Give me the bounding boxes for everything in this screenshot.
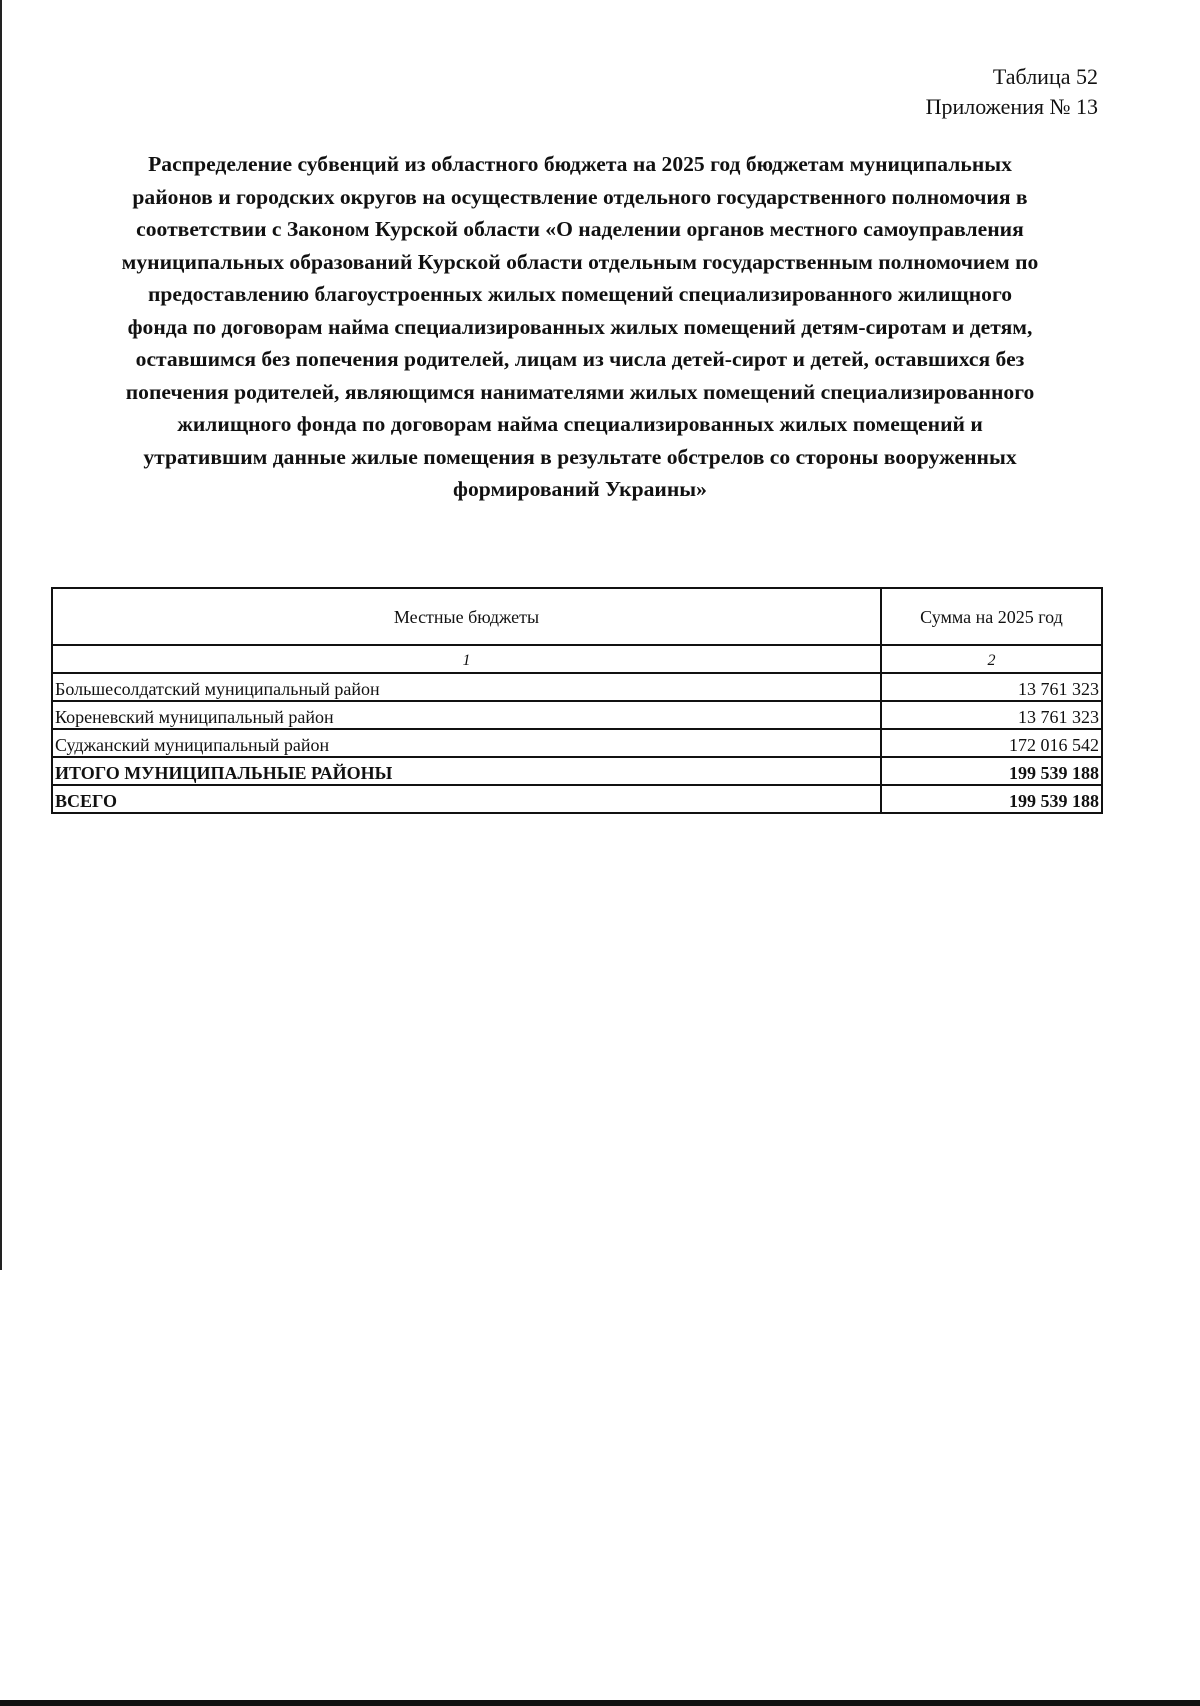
title-line: соответствии с Законом Курской области «О наделении органов местного самоуправления: [136, 217, 1024, 241]
column-header-budgets: Местные бюджеты: [52, 588, 881, 645]
subtotal-row: [52, 757, 1102, 785]
table-label: Таблица 52: [992, 64, 1098, 89]
total-amount: 199 539 188: [881, 785, 1102, 813]
row-name: Кореневский муниципальный район: [52, 701, 881, 729]
title-line: утратившим данные жилые помещения в результате обстрелов со стороны вооруженных: [143, 444, 1017, 469]
total-name: ВСЕГО: [52, 785, 881, 813]
budget-table: [51, 587, 1103, 814]
title-line: районов и городских округов на осуществление отдельного государственного полномочия в: [132, 184, 1028, 209]
title-line: попечения родителей, являющимся нанимателями жилых помещений специализированного: [125, 379, 1035, 404]
row-amount: 172 016 542: [881, 729, 1102, 757]
column-number-2: 2: [881, 645, 1102, 673]
title-line: муниципальных образований Курской области отдельным государственным полномочием по: [121, 249, 1039, 274]
title-line: оставшимся без попечения родителей, лицам из числа детей-сирот и детей, оставшихся без: [135, 347, 1025, 371]
column-number-row: [52, 645, 1102, 673]
title-line: Распределение субвенций из областного бюджета на 2025 год бюджетам муниципальных: [148, 152, 1012, 176]
row-amount: 13 761 323: [881, 673, 1102, 701]
column-number-1: 1: [52, 645, 881, 673]
title-line: предоставлению благоустроенных жилых помещений специализированного жилищного: [147, 282, 1013, 306]
total-row: [52, 785, 1102, 813]
table-header-row: [52, 588, 1102, 645]
title-line: формирований Украины»: [453, 477, 707, 501]
table-reference: [926, 62, 1098, 122]
title-line: жилищного фонда по договорам найма специализированных жилых помещений и: [177, 412, 983, 436]
subtotal-name: ИТОГО МУНИЦИПАЛЬНЫЕ РАЙОНЫ: [52, 757, 881, 785]
table-row: [52, 701, 1102, 729]
appendix-label: Приложения № 13: [925, 94, 1098, 119]
title-line: фонда по договорам найма специализированных жилых помещений детям-сиротам и детям,: [127, 314, 1033, 339]
row-name: Суджанский муниципальный район: [52, 729, 881, 757]
row-name: Большесолдатский муниципальный район: [52, 673, 881, 701]
column-header-amount: Сумма на 2025 год: [881, 588, 1102, 645]
subtotal-amount: 199 539 188: [881, 757, 1102, 785]
scan-edge-bottom: [0, 1700, 1200, 1706]
table-row: [52, 673, 1102, 701]
table-row: [52, 729, 1102, 757]
document-title: [60, 148, 1100, 506]
scan-edge-left: [0, 0, 2, 1270]
row-amount: 13 761 323: [881, 701, 1102, 729]
